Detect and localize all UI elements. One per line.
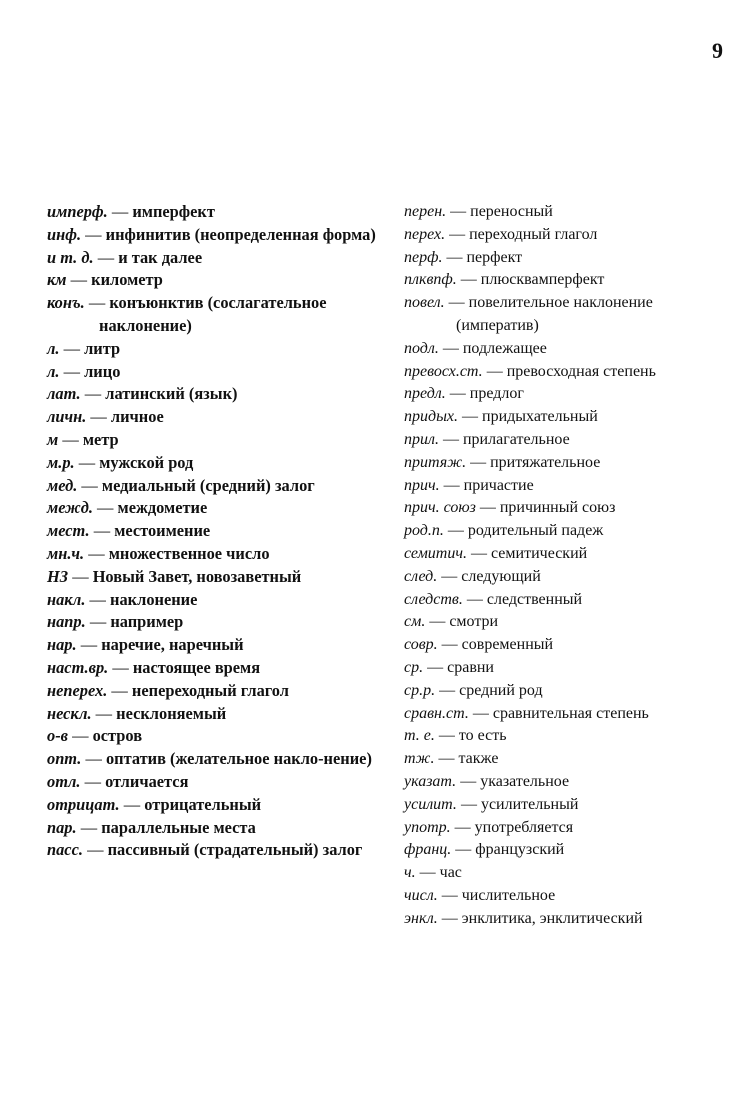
abbreviation-definition: смотри xyxy=(449,613,499,631)
abbreviation-entry xyxy=(404,201,739,224)
dash-separator: — xyxy=(467,544,491,562)
abbreviation-definition: подлежащее xyxy=(462,339,547,357)
abbreviation-term: придых. xyxy=(404,408,459,426)
abbreviation-entry xyxy=(47,520,382,543)
abbreviation-term: накл. xyxy=(47,589,86,609)
dash-separator: — xyxy=(443,522,468,540)
abbreviation-definition: пассивный (страдательный) залог xyxy=(107,840,363,860)
abbreviation-term: ч. xyxy=(404,864,416,882)
dash-separator: — xyxy=(458,408,483,426)
dash-separator: — xyxy=(439,476,464,494)
abbreviation-definition: настоящее время xyxy=(132,657,261,677)
abbreviation-definition: параллельные места xyxy=(101,817,256,837)
abbreviation-definition: непереходный глагол xyxy=(131,680,289,700)
abbreviation-entry xyxy=(47,383,382,406)
abbreviation-entry xyxy=(47,611,382,634)
abbreviation-definition: отличается xyxy=(105,771,189,791)
abbreviation-entry xyxy=(47,680,382,703)
abbreviation-definition: перфект xyxy=(466,248,523,266)
dash-separator: — xyxy=(437,909,462,927)
abbreviation-definition: энклитика, энклитический xyxy=(461,909,643,927)
dash-separator: — xyxy=(437,636,462,654)
dash-separator: — xyxy=(466,453,491,471)
dash-separator: — xyxy=(475,499,500,517)
abbreviation-definition: числительное xyxy=(461,886,556,904)
abbreviation-entry xyxy=(404,292,739,338)
abbreviation-term: перф. xyxy=(404,248,443,266)
dash-separator: — xyxy=(86,407,111,427)
abbreviation-definition: Новый Завет, новозаветный xyxy=(92,566,302,586)
dash-separator: — xyxy=(437,567,462,585)
abbreviation-entry xyxy=(47,589,382,612)
dash-separator: — xyxy=(80,771,106,791)
abbreviations-left-column xyxy=(47,201,382,862)
abbreviation-term: плквпф. xyxy=(404,271,457,289)
dash-separator: — xyxy=(58,429,83,449)
dash-separator: — xyxy=(81,749,106,769)
abbreviation-term: мест. xyxy=(47,521,90,541)
dash-separator: — xyxy=(482,362,507,380)
dash-separator: — xyxy=(82,840,108,860)
dash-separator: — xyxy=(76,635,102,655)
dash-separator: — xyxy=(438,339,463,357)
abbreviation-definition: прилагательное xyxy=(462,430,570,448)
abbreviation-definition: конъюнктив (сослагательное наклонение) xyxy=(99,293,327,335)
abbreviation-term: личн. xyxy=(47,407,87,427)
abbreviation-entry xyxy=(404,908,739,931)
abbreviation-entry xyxy=(47,292,382,338)
abbreviation-term: наст.вр. xyxy=(47,657,109,677)
abbreviation-term: опт. xyxy=(47,749,82,769)
abbreviation-definition: час xyxy=(439,864,462,882)
abbreviation-entry xyxy=(404,566,739,589)
abbreviation-term: см. xyxy=(404,613,426,631)
abbreviation-definition: метр xyxy=(82,429,119,449)
abbreviation-entry xyxy=(404,338,739,361)
abbreviation-definition: литр xyxy=(84,338,121,358)
abbreviation-entry xyxy=(404,543,739,566)
abbreviation-definition: и так далее xyxy=(118,247,203,267)
abbreviation-term: энкл. xyxy=(404,909,438,927)
abbreviation-entry xyxy=(404,383,739,406)
abbreviation-definition: современный xyxy=(461,636,554,654)
dash-separator: — xyxy=(76,817,102,837)
abbreviation-definition: остров xyxy=(92,726,143,746)
abbreviation-entry xyxy=(404,247,739,270)
abbreviation-definition: также xyxy=(458,750,499,768)
dash-separator: — xyxy=(445,225,470,243)
abbreviation-definition: плюсквамперфект xyxy=(480,271,605,289)
abbreviation-definition: оптатив (желательное накло-нение) xyxy=(105,749,372,769)
dash-separator: — xyxy=(468,704,493,722)
abbreviation-definition: сравни xyxy=(447,658,494,676)
abbreviation-entry xyxy=(47,452,382,475)
abbreviation-definition: отрицательный xyxy=(144,794,262,814)
abbreviation-definition: родительный падеж xyxy=(467,522,604,540)
abbreviation-term: нескл. xyxy=(47,703,92,723)
abbreviation-entry xyxy=(404,748,739,771)
abbreviation-definition: усилительный xyxy=(480,795,579,813)
abbreviation-term: прич. союз xyxy=(404,499,476,517)
abbreviation-entry xyxy=(404,771,739,794)
abbreviation-term: т. е. xyxy=(404,727,435,745)
abbreviation-term: прил. xyxy=(404,430,439,448)
abbreviation-definition: междометие xyxy=(117,498,208,518)
abbreviation-term: пасс. xyxy=(47,840,83,860)
abbreviation-entry xyxy=(47,543,382,566)
abbreviation-entry xyxy=(47,634,382,657)
abbreviation-entry xyxy=(47,224,382,247)
abbreviation-entry xyxy=(404,611,739,634)
abbreviation-term: м.р. xyxy=(47,452,75,472)
abbreviation-entry xyxy=(47,794,382,817)
abbreviation-entry xyxy=(47,839,382,862)
abbreviation-entry xyxy=(404,725,739,748)
dash-separator: — xyxy=(434,750,459,768)
dash-separator: — xyxy=(89,521,115,541)
abbreviation-term: прич. xyxy=(404,476,440,494)
abbreviation-entry xyxy=(47,771,382,794)
abbreviation-entry xyxy=(404,680,739,703)
abbreviation-term: мед. xyxy=(47,475,78,495)
abbreviation-entry xyxy=(404,839,739,862)
dash-separator: — xyxy=(119,794,145,814)
abbreviation-definition: средний род xyxy=(459,681,543,699)
abbreviation-term: предл. xyxy=(404,385,446,403)
dash-separator: — xyxy=(80,384,106,404)
abbreviation-entry xyxy=(47,429,382,452)
abbreviation-definition: латинский (язык) xyxy=(105,384,238,404)
dash-separator: — xyxy=(85,589,111,609)
abbreviation-definition: например xyxy=(110,612,184,632)
abbreviation-term: совр. xyxy=(404,636,438,654)
abbreviation-definition: наречие, наречный xyxy=(101,635,244,655)
abbreviation-entry xyxy=(404,429,739,452)
dash-separator: — xyxy=(84,293,110,313)
abbreviation-term: сравн.ст. xyxy=(404,704,469,722)
abbreviation-entry xyxy=(47,269,382,292)
abbreviation-definition: лицо xyxy=(84,361,121,381)
abbreviation-term: инф. xyxy=(47,224,82,244)
dash-separator: — xyxy=(456,772,481,790)
abbreviation-term: и т. д. xyxy=(47,247,94,267)
abbreviation-definition: французский xyxy=(475,841,565,859)
dash-separator: — xyxy=(67,726,93,746)
abbreviation-term: л. xyxy=(47,338,60,358)
abbreviation-entry xyxy=(404,634,739,657)
dash-separator: — xyxy=(437,886,462,904)
abbreviation-term: употр. xyxy=(404,818,451,836)
abbreviation-entry xyxy=(404,794,739,817)
abbreviation-entry xyxy=(404,269,739,292)
abbreviation-entry xyxy=(404,224,739,247)
abbreviation-entry xyxy=(47,406,382,429)
abbreviation-term: пар. xyxy=(47,817,77,837)
dash-separator: — xyxy=(66,270,92,290)
dash-separator: — xyxy=(445,385,470,403)
abbreviation-entry xyxy=(404,589,739,612)
dash-separator: — xyxy=(444,294,469,312)
dash-separator: — xyxy=(462,590,487,608)
abbreviation-definition: повелительное наклонение (императив) xyxy=(456,294,653,334)
abbreviation-term: неперех. xyxy=(47,680,108,700)
dash-separator: — xyxy=(85,612,111,632)
dash-separator: — xyxy=(93,247,119,267)
abbreviation-entry xyxy=(47,338,382,361)
abbreviation-term: повел. xyxy=(404,294,445,312)
abbreviation-definition: инфинитив (неопределенная форма) xyxy=(105,224,376,244)
abbreviation-definition: местоимение xyxy=(114,521,211,541)
abbreviation-entry xyxy=(47,361,382,384)
dash-separator: — xyxy=(108,657,133,677)
abbreviation-entry xyxy=(47,703,382,726)
abbreviation-definition: причастие xyxy=(463,476,534,494)
abbreviations-right-column xyxy=(404,201,739,931)
abbreviation-term: ср.р. xyxy=(404,681,436,699)
abbreviation-definition: превосходная степень xyxy=(506,362,656,380)
abbreviation-entry xyxy=(47,725,382,748)
abbreviation-entry xyxy=(404,452,739,475)
abbreviation-definition: употребляется xyxy=(474,818,574,836)
abbreviation-term: мн.ч. xyxy=(47,543,85,563)
abbreviation-entry xyxy=(404,885,739,908)
abbreviation-definition: несклоняемый xyxy=(116,703,227,723)
abbreviation-entry xyxy=(404,475,739,498)
abbreviation-term: конъ. xyxy=(47,293,85,313)
abbreviation-term: нар. xyxy=(47,635,77,655)
dash-separator: — xyxy=(456,271,481,289)
dash-separator: — xyxy=(107,680,132,700)
abbreviation-definition: километр xyxy=(91,270,163,290)
abbreviation-term: след. xyxy=(404,567,438,585)
abbreviation-entry xyxy=(404,497,739,520)
dash-separator: — xyxy=(107,202,133,221)
abbreviation-entry xyxy=(404,862,739,885)
abbreviation-term: указат. xyxy=(404,772,457,790)
abbreviation-term: семитич. xyxy=(404,544,467,562)
abbreviation-term: лат. xyxy=(47,384,81,404)
abbreviation-definition: следственный xyxy=(486,590,583,608)
abbreviation-term: род.п. xyxy=(404,522,444,540)
abbreviation-term: о-в xyxy=(47,726,68,746)
abbreviation-entry xyxy=(47,657,382,680)
dash-separator: — xyxy=(434,727,459,745)
dash-separator: — xyxy=(451,841,476,859)
abbreviation-definition: наклонение xyxy=(110,589,198,609)
abbreviation-term: НЗ xyxy=(47,566,69,586)
dash-separator: — xyxy=(446,203,471,220)
abbreviation-entry xyxy=(47,475,382,498)
abbreviation-definition: указательное xyxy=(480,772,570,790)
abbreviation-term: м xyxy=(47,429,59,449)
abbreviation-term: отл. xyxy=(47,771,81,791)
abbreviation-definition: причинный союз xyxy=(499,499,616,517)
abbreviation-term: превосх.ст. xyxy=(404,362,483,380)
dash-separator: — xyxy=(423,658,448,676)
abbreviation-definition: личное xyxy=(110,407,164,427)
dash-separator: — xyxy=(442,248,467,266)
abbreviation-term: ср. xyxy=(404,658,424,676)
abbreviation-definition: то есть xyxy=(458,727,507,745)
abbreviation-definition: притяжательное xyxy=(490,453,601,471)
abbreviation-term: отрицат. xyxy=(47,794,120,814)
abbreviation-entry xyxy=(404,406,739,429)
dash-separator: — xyxy=(425,613,450,631)
abbreviation-term: перен. xyxy=(404,203,447,220)
abbreviation-definition: предлог xyxy=(469,385,524,403)
abbreviation-entry xyxy=(404,520,739,543)
dash-separator: — xyxy=(81,224,106,244)
abbreviation-entry xyxy=(47,497,382,520)
dash-separator: — xyxy=(438,430,463,448)
abbreviation-entry xyxy=(404,817,739,840)
abbreviation-term: подл. xyxy=(404,339,439,357)
abbreviation-entry xyxy=(47,247,382,270)
dash-separator: — xyxy=(68,566,93,586)
dash-separator: — xyxy=(77,475,102,495)
abbreviation-entry xyxy=(47,817,382,840)
dash-separator: — xyxy=(59,338,85,358)
dash-separator: — xyxy=(450,818,475,836)
dash-separator: — xyxy=(92,498,118,518)
dash-separator: — xyxy=(84,543,109,563)
abbreviation-entry xyxy=(47,748,382,771)
abbreviation-term: числ. xyxy=(404,886,438,904)
dash-separator: — xyxy=(74,452,100,472)
abbreviation-entry xyxy=(404,657,739,680)
dash-separator: — xyxy=(91,703,117,723)
abbreviation-term: межд. xyxy=(47,498,93,518)
abbreviation-entry xyxy=(404,361,739,384)
abbreviation-term: тж. xyxy=(404,750,435,768)
abbreviation-term: усилит. xyxy=(404,795,457,813)
dash-separator: — xyxy=(456,795,481,813)
abbreviation-term: л. xyxy=(47,361,60,381)
abbreviation-definition: мужской род xyxy=(99,452,194,472)
abbreviation-term: км xyxy=(47,270,67,290)
abbreviation-term: франц. xyxy=(404,841,452,859)
abbreviation-definition: медиальный (средний) залог xyxy=(101,475,315,495)
dash-separator: — xyxy=(59,361,85,381)
abbreviation-entry xyxy=(47,201,382,224)
abbreviation-definition: переходный глагол xyxy=(469,225,598,243)
abbreviation-definition: имперфект xyxy=(132,202,215,221)
abbreviation-definition: сравнительная степень xyxy=(492,704,649,722)
abbreviation-definition: переносный xyxy=(470,203,553,220)
abbreviation-term: имперф. xyxy=(47,202,108,221)
abbreviation-term: перех. xyxy=(404,225,446,243)
abbreviation-entry xyxy=(47,566,382,589)
abbreviation-definition: следующий xyxy=(461,567,541,585)
dash-separator: — xyxy=(435,681,460,699)
abbreviation-term: притяж. xyxy=(404,453,467,471)
abbreviation-term: напр. xyxy=(47,612,86,632)
page-number: 9 xyxy=(712,38,723,63)
abbreviation-definition: множественное число xyxy=(108,543,270,563)
abbreviation-entry xyxy=(404,703,739,726)
dash-separator: — xyxy=(415,864,440,882)
abbreviation-definition: семитический xyxy=(491,544,588,562)
abbreviation-term: следств. xyxy=(404,590,463,608)
abbreviation-definition: придыхательный xyxy=(482,408,598,426)
